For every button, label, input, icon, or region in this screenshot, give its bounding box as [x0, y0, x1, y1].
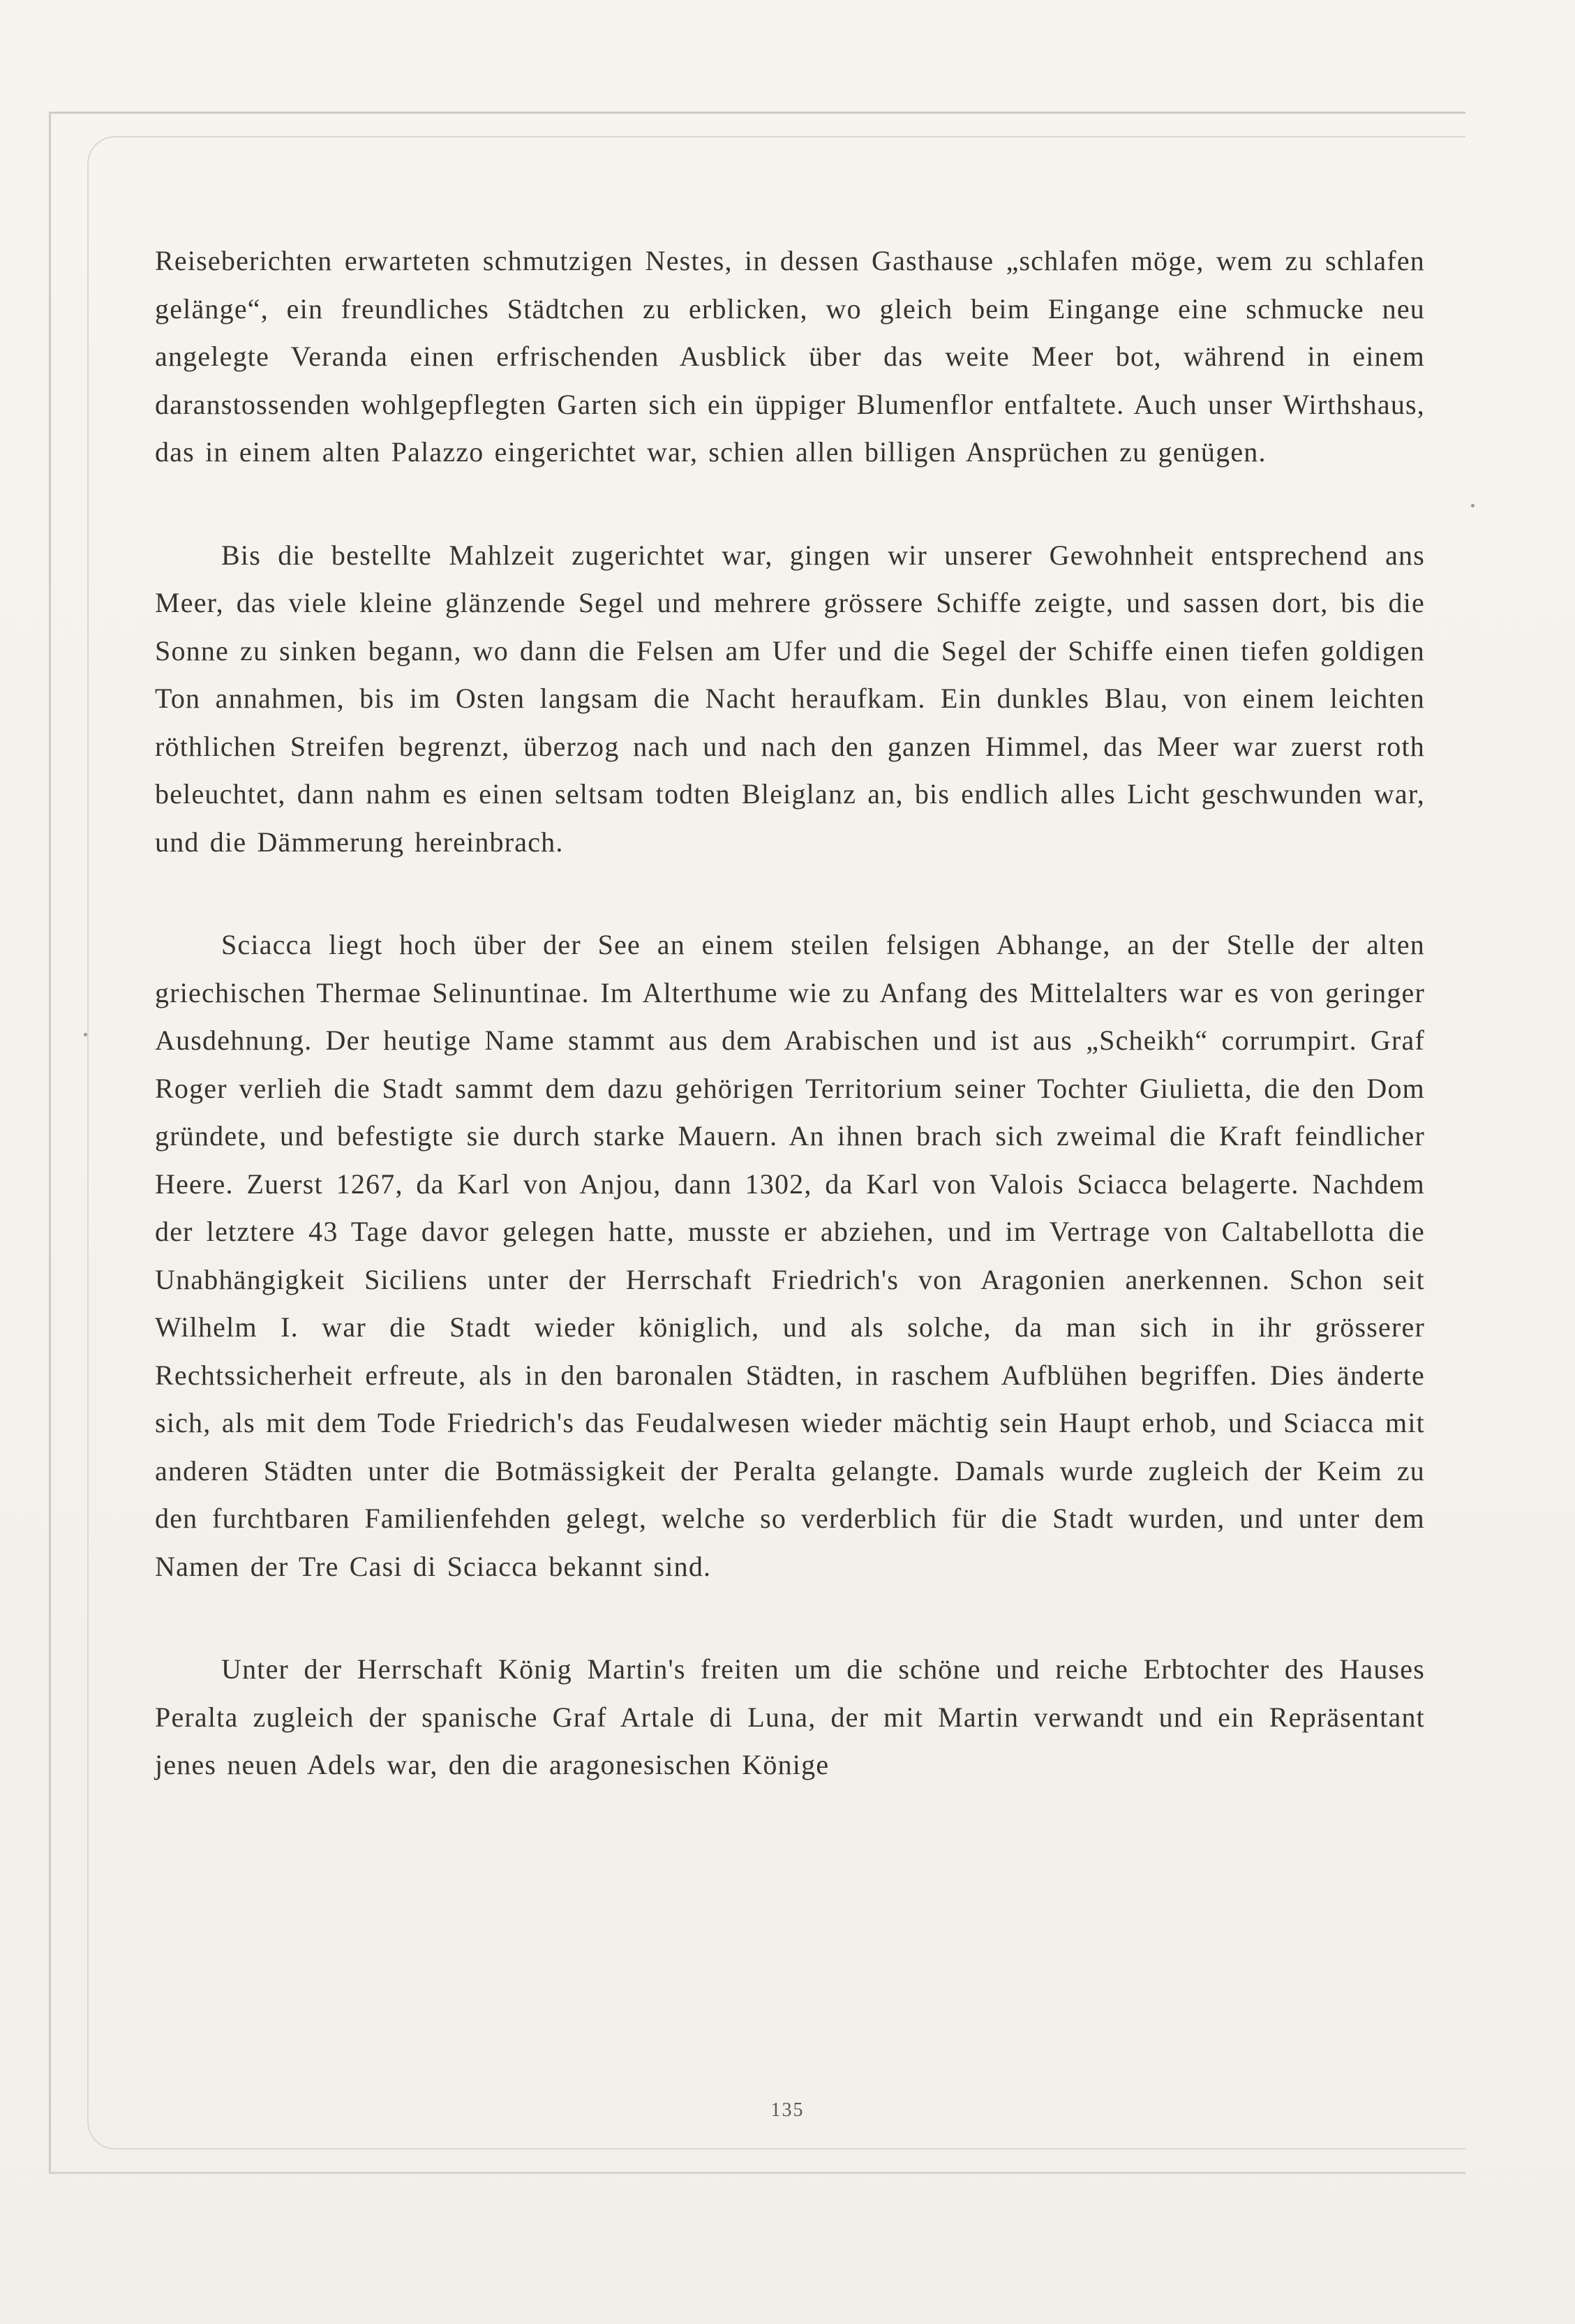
paragraph-4: Unter der Herrschaft König Martin's freiten um die schöne und reiche Erbtochter des Hauses Peralta zugleich der spanische Graf Artale di Luna, der mit Martin verwandt und ein Repräsentant jenes neuen Adels war, den die aragonesischen Könige	[155, 1653, 1425, 1780]
scan-speck	[84, 1033, 87, 1036]
paragraph-2: Bis die bestellte Mahlzeit zugerichtet war, gingen wir unserer Gewohnheit entsprechend ans Meer, das viele kleine glänzende Segel und mehrere grössere Schiffe zeigte, und sassen dort, bis die Sonne zu sinken begann, wo dann die Felsen am Ufer und die Segel der Schiffe einen tiefen goldigen Ton annahmen, bis im Osten langsam die Nacht heraufkam. Ein dunkles Blau, von einem leichten röthlichen Streifen begrenzt, überzog nach und nach den ganzen Himmel, das Meer war zuerst roth beleuchtet, dann nahm es einen seltsam todten Bleiglanz an, bis endlich alles Licht geschwunden war, und die Dämmerung hereinbrach.	[155, 539, 1425, 858]
paragraph-1: Reiseberichten erwarteten schmutzigen Nestes, in dessen Gasthause „schlafen möge, wem zu schlafen gelänge“, ein freundliches Städtchen zu erblicken, wo gleich beim Eingange eine schmucke neu angelegte Veranda einen erfrischenden Ausblick über das weite Meer bot, während in einem daranstossenden wohlgepflegten Garten sich ein üppiger Blumenflor entfaltete. Auch unser Wirthshaus, das in einem alten Palazzo eingerichtet war, schien allen billigen Ansprüchen zu genügen.	[155, 245, 1425, 468]
paragraph-3: Sciacca liegt hoch über der See an einem steilen felsigen Abhange, an der Stelle der alten griechischen Thermae Selinuntinae. Im Alterthume wie zu Anfang des Mittelalters war es von geringer Ausdehnung. Der heutige Name stammt aus dem Arabischen und ist aus „Scheikh“ corrumpirt. Graf Roger verlieh die Stadt sammt dem dazu gehörigen Territorium seiner Tochter Giulietta, die den Dom gründete, und befestigte sie durch starke Mauern. An ihnen brach sich zweimal die Kraft feindlicher Heere. Zuerst 1267, da Karl von Anjou, dann 1302, da Karl von Valois Sciacca belagerte. Nachdem der letztere 43 Tage davor gelegen hatte, musste er abziehen, und im Vertrage von Caltabellotta die Unabhängigkeit Siciliens unter der Herrschaft Friedrich's von Aragonien anerkennen. Schon seit Wilhelm I. war die Stadt wieder königlich, und als solche, da man sich in ihr grösserer Rechtssicherheit erfreute, als in den baronalen Städten, in raschem Aufblühen begriffen. Dies änderte sich, als mit dem Tode Friedrich's das Feudalwesen wieder mächtig sein Haupt erhob, und Sciacca mit anderen Städten unter die Botmässigkeit der Peralta gelangte. Damals wurde zugleich der Keim zu den furchtbaren Familienfehden gelegt, welche so verderblich für die Stadt wurden, und unter dem Namen der Tre Casi di Sciacca bekannt sind.	[155, 929, 1425, 1582]
body-text	[155, 237, 1425, 1789]
page-number: 135	[770, 2099, 805, 2121]
scan-speck	[1471, 504, 1475, 507]
